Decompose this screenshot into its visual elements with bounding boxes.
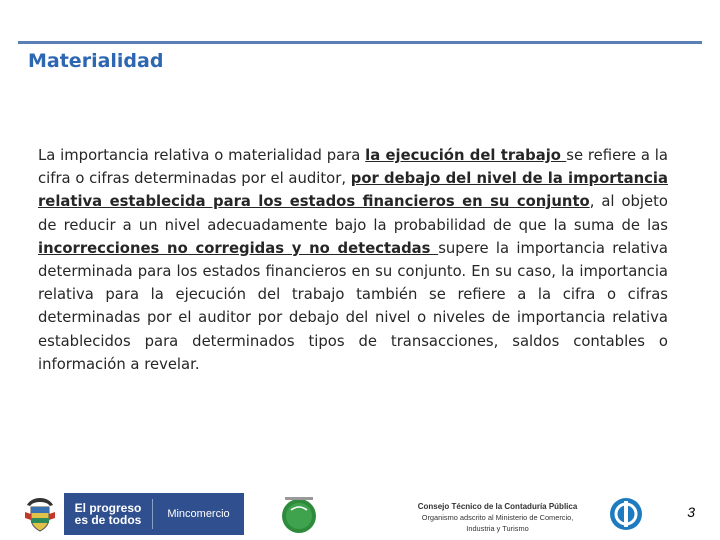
text-segment: La importancia relativa o materialidad para	[38, 147, 366, 164]
underlined-phrase: incorrecciones no corregidas y no detectadas	[38, 239, 439, 257]
slide-title: Materialidad	[28, 50, 164, 72]
materiality-paragraph	[38, 144, 668, 376]
council-name: Consejo Técnico de la Contaduría Pública	[417, 502, 578, 511]
underlined-phrase: por debajo del nivel de la importancia relativa establecida para los estados financieros en su conjunto	[38, 170, 668, 211]
title-underline-rule	[18, 41, 702, 44]
gov-slogan-line2: es de todos	[74, 513, 142, 527]
ctcp-text-logo	[410, 501, 585, 534]
government-brand-box	[64, 493, 244, 535]
gov-slogan	[64, 502, 152, 526]
underlined-phrase: la ejecución del trabajo	[365, 147, 567, 164]
text-segment: se refiere a la cifra o cifras determinadas por el auditor,	[38, 147, 668, 188]
text-segment: , al objeto de reducir a un nivel adecuadamente bajo la probabilidad de que la suma de las	[38, 193, 668, 234]
gov-slogan-line1: El progreso	[74, 501, 142, 515]
footer-logo-bar	[0, 488, 720, 540]
colombia-coat-of-arms-icon	[20, 494, 60, 534]
council-subtitle: Organismo adscrito al Ministerio de Comercio, Industria y Turismo	[421, 513, 574, 533]
ministry-label: Mincomercio	[167, 508, 230, 520]
ctcp-emblem-icon	[609, 496, 643, 532]
glenif-logo-icon	[279, 492, 319, 536]
page-number: 3	[687, 504, 695, 520]
text-segment: supere la importancia relativa determinada para los estados financieros en su conjunto. En su caso, la importancia relativa para la ejecución del trabajo también se refiere a la cifra o cifras determinadas por el auditor por debajo del nivel o niveles de importancia relativa establecidos para determinados tipos de transacciones, saldos contables o información a revelar.	[38, 239, 668, 373]
